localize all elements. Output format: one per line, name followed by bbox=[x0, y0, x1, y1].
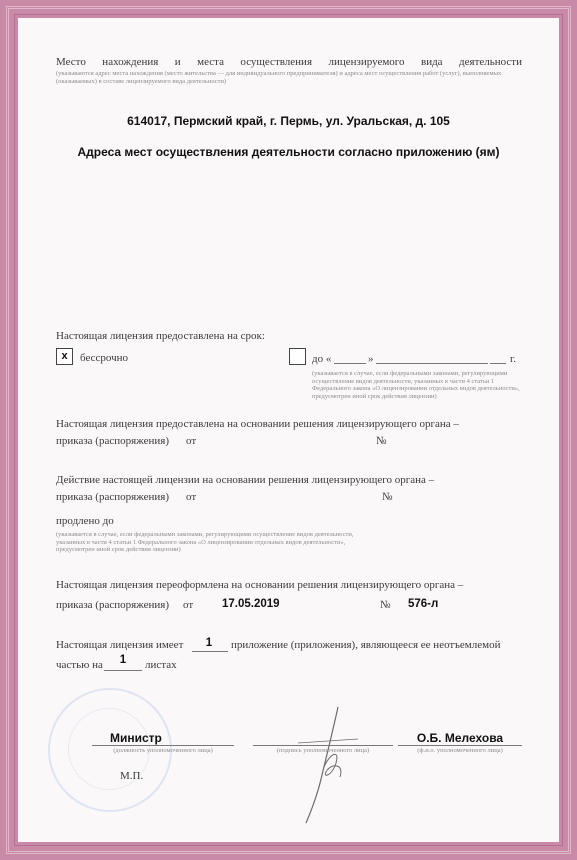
appendix-prefix: Настоящая лицензия имеет bbox=[56, 639, 184, 651]
reissue-from-label: от bbox=[183, 599, 194, 611]
signatory-position: Министр bbox=[110, 731, 162, 745]
until-note: (указывается в случае, если федеральными законами, регулирующими осуществление видов деятельности, указанных в части 4 статьи 1 Федерального закона «О лицензировании отдельных видов деятельности», предусмотрен иной срок действия лицензии) bbox=[312, 370, 520, 400]
until-mid: » bbox=[368, 353, 374, 365]
signature-note: (подпись уполномоченного лица) bbox=[276, 747, 370, 754]
appendix-count-line bbox=[192, 651, 228, 652]
indefinite-label: бессрочно bbox=[80, 352, 129, 364]
until-prefix: до « bbox=[312, 353, 332, 365]
extension-order-label: приказа (распоряжения) bbox=[56, 491, 170, 503]
appendix-sheets-line bbox=[104, 670, 142, 671]
extension-note: (указывается в случае, если федеральными законами, регулирующими осуществление видов деятельности, указанных в части 4 статьи 1 Федерального закона «О лицензировании отдельных видов деятельности», предусмотрен иной срок действия лицензии) bbox=[56, 531, 354, 553]
extended-until-label: продлено до bbox=[56, 515, 114, 527]
position-line bbox=[92, 745, 234, 746]
until-month-line bbox=[376, 363, 488, 364]
places-line: Адреса мест осуществления деятельности согласно приложению (ям) bbox=[77, 145, 500, 159]
reissue-order-label: приказа (распоряжения) bbox=[56, 599, 170, 611]
basis-from-label: от bbox=[186, 435, 197, 447]
handwritten-signature bbox=[288, 705, 368, 825]
appendix-part-suffix: листах bbox=[145, 659, 177, 671]
extension-title: Действие настоящей лицензии на основании решения лицензирующего органа – bbox=[56, 474, 435, 486]
location-note: (указываются адрес места нахождения (место жительства — для индивидуального предпринимателя) и адреса мест осуществления работ (услуг), выполняемых (оказываемых) в составе лицензируемого вида деятельности) bbox=[56, 70, 502, 85]
basis-num-label: № bbox=[376, 435, 387, 447]
location-heading: Место нахождения и места осуществления лицензируемого вида деятельности bbox=[56, 56, 522, 68]
appendix-part-prefix: частью на bbox=[56, 659, 103, 671]
until-checkbox[interactable] bbox=[289, 348, 306, 365]
seal-place: М.П. bbox=[120, 770, 144, 782]
appendix-suffix: приложение (приложения), являющееся ее неотъемлемой bbox=[231, 639, 501, 651]
until-suffix: г. bbox=[510, 353, 517, 365]
name-line bbox=[398, 745, 522, 746]
extension-num-label: № bbox=[382, 491, 393, 503]
name-note: (ф.и.о. уполномоченного лица) bbox=[417, 747, 503, 754]
until-year-line bbox=[490, 363, 506, 364]
basis-order-label: приказа (распоряжения) bbox=[56, 435, 170, 447]
reissue-number: 576-л bbox=[408, 598, 439, 610]
signature-line bbox=[253, 745, 393, 746]
basis-title: Настоящая лицензия предоставлена на основании решения лицензирующего органа – bbox=[56, 418, 459, 430]
indefinite-checkbox[interactable]: x bbox=[56, 348, 73, 365]
address-line: 614017, Пермский край, г. Пермь, ул. Уральская, д. 105 bbox=[127, 114, 450, 128]
until-day-line bbox=[334, 363, 366, 364]
reissue-num-label: № bbox=[380, 599, 391, 611]
position-note: (должность уполномоченного лица) bbox=[113, 747, 213, 754]
appendix-count: 1 bbox=[205, 637, 213, 649]
reissue-date: 17.05.2019 bbox=[222, 598, 280, 610]
signatory-name: О.Б. Мелехова bbox=[416, 731, 504, 745]
reissue-title: Настоящая лицензия переоформлена на основании решения лицензирующего органа – bbox=[56, 579, 464, 591]
term-label: Настоящая лицензия предоставлена на срок: bbox=[56, 330, 265, 342]
appendix-sheets: 1 bbox=[119, 654, 127, 666]
extension-from-label: от bbox=[186, 491, 197, 503]
